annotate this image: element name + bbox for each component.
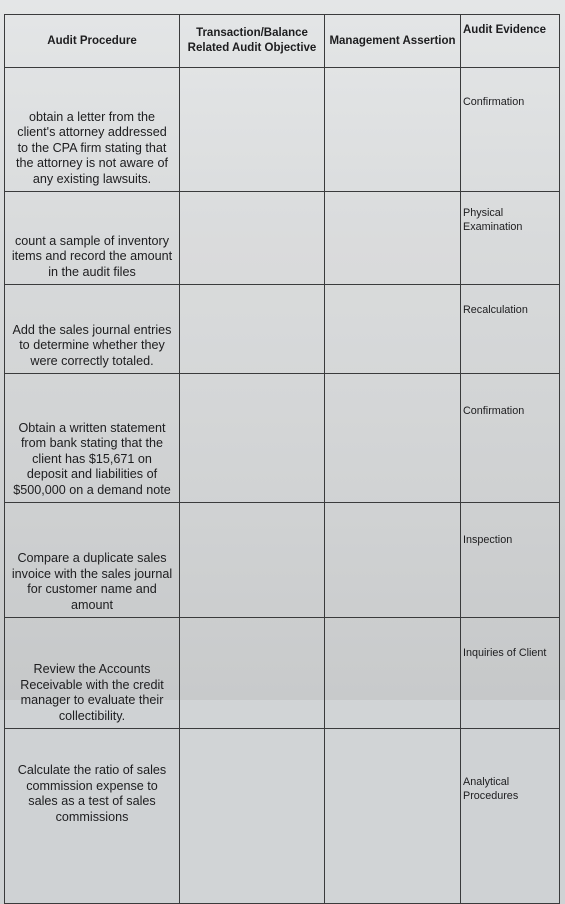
procedure-line: client's attorney addressed	[17, 125, 167, 139]
objective-cell[interactable]	[180, 729, 325, 904]
evidence-cell	[461, 729, 560, 904]
procedure-line: to determine whether they	[19, 338, 165, 352]
evidence-cell	[461, 285, 560, 374]
assertion-cell[interactable]	[325, 374, 461, 503]
procedure-cell	[5, 374, 180, 503]
procedure-line: Review the Accounts	[33, 662, 151, 676]
table-row	[5, 503, 560, 618]
header-objective-line: Related Audit Objective	[187, 42, 317, 54]
assertion-cell[interactable]	[325, 192, 461, 285]
procedure-line: sales as a test of sales	[28, 794, 156, 808]
evidence-cell	[461, 374, 560, 503]
evidence-cell	[461, 503, 560, 618]
table-row	[5, 68, 560, 192]
evidence-cell	[461, 68, 560, 192]
objective-cell[interactable]	[180, 192, 325, 285]
procedure-cell	[5, 618, 180, 729]
objective-cell[interactable]	[180, 285, 325, 374]
procedure-line: to the CPA firm stating that	[17, 140, 167, 155]
procedure-cell	[5, 503, 180, 618]
table-row	[5, 192, 560, 285]
procedure-line: Receivable with the credit	[20, 677, 164, 692]
evidence-line: Inquiries of Client	[463, 647, 547, 659]
procedure-line: $500,000 on a demand note	[13, 482, 171, 497]
evidence-line: Confirmation	[463, 96, 525, 108]
objective-cell[interactable]	[180, 68, 325, 192]
procedure-line: client has $15,671 on	[32, 451, 152, 466]
procedure-line: amount	[70, 597, 113, 612]
procedure-cell	[5, 192, 180, 285]
objective-cell[interactable]	[180, 618, 325, 729]
procedure-cell	[5, 285, 180, 374]
audit-table	[4, 14, 560, 904]
procedure-line: in the audit files	[48, 264, 136, 279]
procedure-line: Add the sales journal entries	[12, 322, 172, 337]
procedure-line: any existing lawsuits.	[32, 171, 152, 186]
assertion-cell[interactable]	[325, 285, 461, 374]
header-management-assertion: Management Assertion	[325, 15, 461, 68]
header-audit-evidence: Audit Evidence	[461, 15, 560, 68]
procedure-line: were correctly totaled.	[30, 353, 154, 368]
table-row	[5, 374, 560, 503]
procedure-line: collectibility.	[58, 708, 126, 723]
evidence-line: Confirmation	[463, 405, 525, 417]
table-row	[5, 285, 560, 374]
procedure-line: items and record the amount	[11, 249, 173, 263]
procedure-line: deposit and liabilities of	[26, 467, 158, 481]
procedure-line: obtain a letter from the	[28, 109, 155, 124]
procedure-line: commissions	[55, 809, 129, 824]
objective-cell[interactable]	[180, 374, 325, 503]
procedure-line: Calculate the ratio of sales	[17, 763, 167, 777]
procedure-line: commission expense to	[26, 778, 158, 793]
evidence-line: Physical	[463, 207, 504, 219]
procedure-line: for customer name and	[27, 582, 157, 596]
procedure-line: manager to evaluate their	[20, 693, 164, 707]
evidence-line: Examination	[463, 221, 523, 233]
evidence-line: Analytical	[463, 776, 510, 788]
assertion-cell[interactable]	[325, 503, 461, 618]
procedure-line: the attorney is not aware of	[16, 156, 168, 170]
procedure-line: count a sample of inventory	[14, 233, 169, 248]
procedure-line: from bank stating that the	[20, 436, 164, 450]
assertion-cell[interactable]	[325, 68, 461, 192]
evidence-cell	[461, 192, 560, 285]
procedure-cell	[5, 729, 180, 904]
table-row	[5, 618, 560, 729]
assertion-cell[interactable]	[325, 618, 461, 729]
evidence-line: Recalculation	[463, 304, 528, 316]
procedure-cell	[5, 68, 180, 192]
procedure-line: Compare a duplicate sales	[17, 551, 167, 565]
header-row	[5, 15, 560, 68]
header-audit-procedure: Audit Procedure	[5, 15, 180, 68]
evidence-cell	[461, 618, 560, 729]
assertion-cell[interactable]	[325, 729, 461, 904]
header-objective-line: Transaction/Balance	[196, 27, 308, 39]
header-audit-objective	[180, 15, 325, 68]
procedure-line: Obtain a written statement	[18, 420, 166, 435]
procedure-line: invoice with the sales journal	[11, 566, 173, 581]
table-row	[5, 729, 560, 904]
evidence-line: Procedures	[463, 790, 519, 802]
evidence-line: Inspection	[463, 534, 513, 546]
objective-cell[interactable]	[180, 503, 325, 618]
